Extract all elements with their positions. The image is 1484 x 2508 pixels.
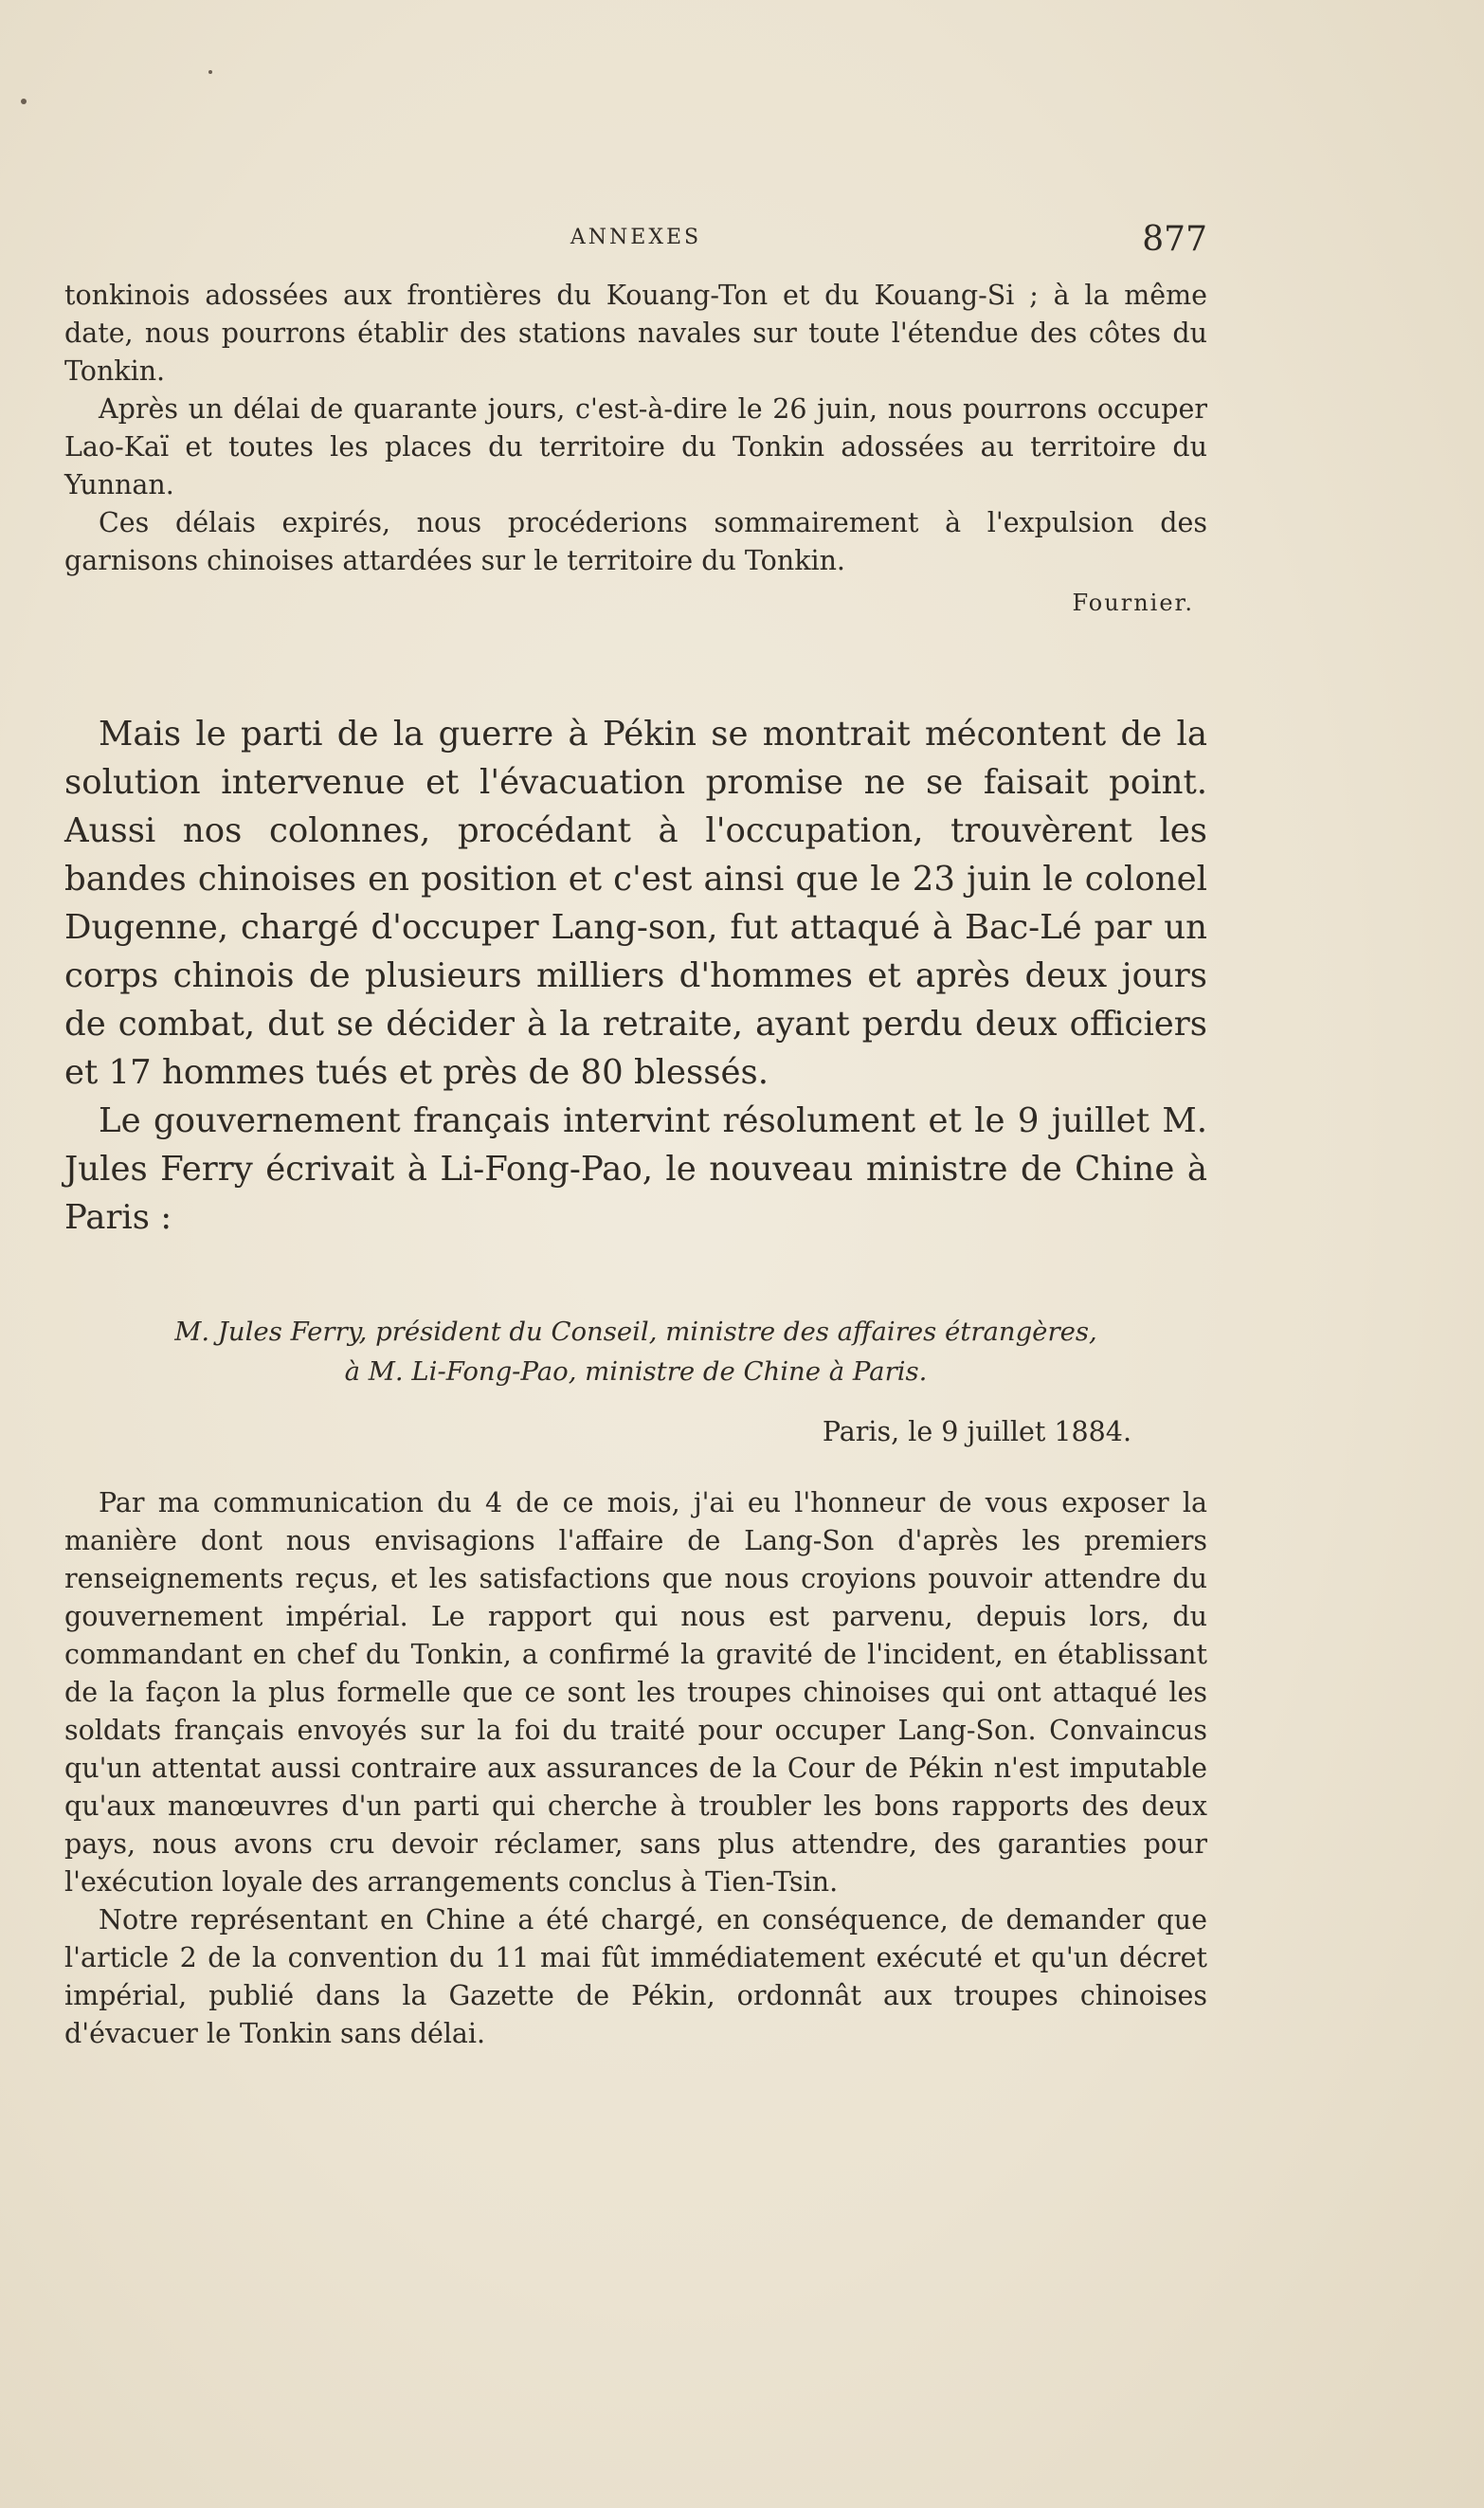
address-line: à M. Li-Fong-Pao, ministre de Chine à Paris.: [344, 1356, 928, 1387]
page-speck: [208, 70, 212, 74]
paragraph: Par ma communication du 4 de ce mois, j'ai eu l'honneur de vous exposer la manière dont nous envisagions l'affaire de Lang-Son d'après les premiers renseignements reçus, et les satisfactions que nous croyions pouvoir attendre du gouvernement impérial. Le rapport qui nous est parvenu, depuis lors, du commandant en chef du Tonkin, a confirmé la gravité de l'incident, en établissant de la façon la plus formelle que ce sont les troupes chinoises qui ont attaqué les soldats français envoyés sur la foi du traité pour occuper Lang-Son. Convaincus qu'un attentat aussi contraire aux assurances de la Cour de Pékin n'est imputable qu'aux manœuvres d'un parti qui cherche à troubler les bons rapports des deux pays, nous avons cru devoir réclamer, sans plus attendre, des garanties pour l'exécution loyale des arrangements conclus à Tien-Tsin.: [64, 1487, 1207, 1898]
paragraph: Ces délais expirés, nous procéderions sommairement à l'expulsion des garnisons chinoises attardées sur le territoire du Tonkin.: [64, 507, 1207, 576]
letter-body: [64, 1484, 1207, 2053]
paragraph: Mais le parti de la guerre à Pékin se montrait mécontent de la solution intervenue et l'évacuation promise ne se faisait point. Aussi nos colonnes, procédant à l'occupation, trouvèrent les bandes chinoises en position et c'est ainsi que le 23 juin le colonel Dugenne, chargé d'occuper Lang-son, fut attaqué à Bac-Lé par un corps chinois de plusieurs milliers d'hommes et après deux jours de combat, dut se décider à la retraite, ayant perdu deux officiers et 17 hommes tués et près de 80 blessés.: [64, 715, 1207, 1092]
running-head: ANNEXES: [570, 226, 702, 249]
narrative-text: [64, 710, 1207, 1242]
page-speck: [21, 99, 27, 104]
address-line: M. Jules Ferry, président du Conseil, ministre des affaires étrangères,: [174, 1317, 1097, 1347]
paragraph: Après un délai de quarante jours, c'est-à-dire le 26 juin, nous pourrons occuper Lao-Kaï et toutes les places du territoire du Tonkin adossées au territoire du Yunnan.: [64, 393, 1207, 500]
letter-address: [64, 1312, 1207, 1391]
page-number: 877: [1142, 220, 1207, 259]
paragraph: Le gouvernement français intervint résolument et le 9 juillet M. Jules Ferry écrivait à Li-Fong-Pao, le nouveau ministre de Chine à Paris :: [64, 1101, 1207, 1237]
continued-letter: [64, 277, 1207, 616]
signature: Fournier.: [1072, 590, 1194, 616]
paragraph: tonkinois adossées aux frontières du Kouang-Ton et du Kouang-Si ; à la même date, nous pourrons établir des stations navales sur toute l'étendue des côtes du Tonkin.: [64, 280, 1207, 387]
paragraph: Notre représentant en Chine a été chargé, en conséquence, de demander que l'article 2 de la convention du 11 mai fût immédiatement exécuté et qu'un décret impérial, publié dans la Gazette de Pékin, ordonnât aux troupes chinoises d'évacuer le Tonkin sans délai.: [64, 1904, 1207, 2049]
page-header: [64, 220, 1207, 267]
dateline: Paris, le 9 juillet 1884.: [822, 1416, 1131, 1447]
